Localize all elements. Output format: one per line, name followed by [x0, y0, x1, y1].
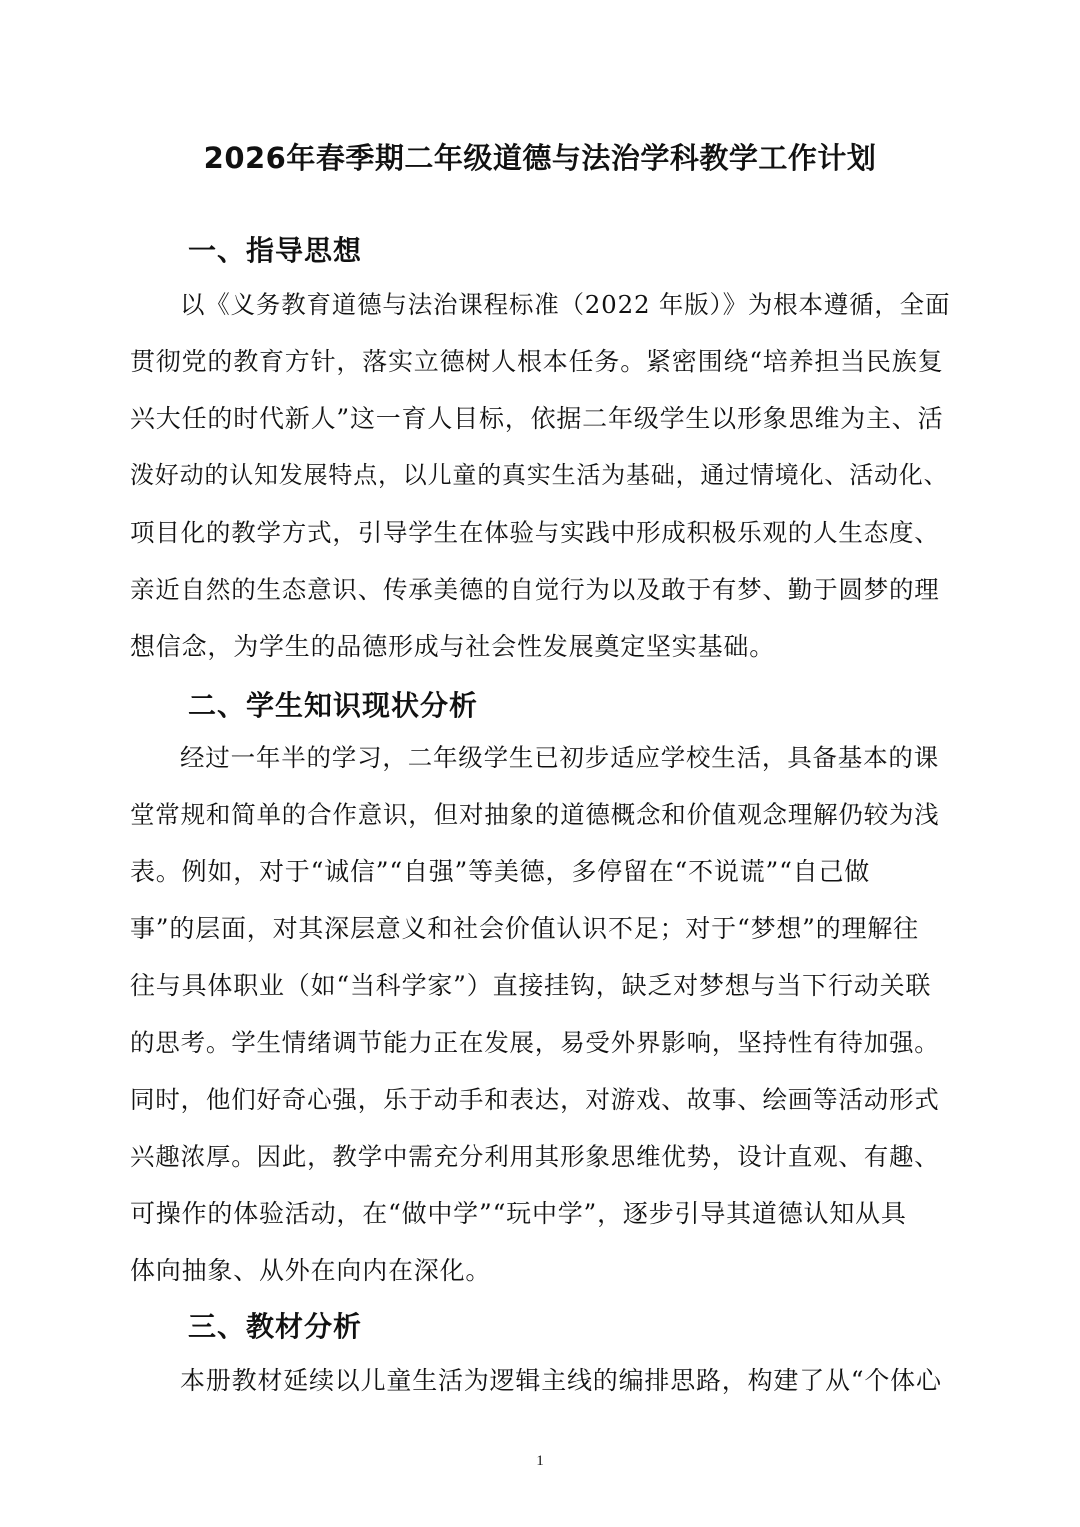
- text-line: 堂常规和简单的合作意识，但对抽象的道德概念和价值观念理解仍较为浅: [130, 800, 940, 829]
- section-paragraph: [130, 1352, 952, 1409]
- section-paragraph: [130, 729, 952, 1299]
- text-line: 以《义务教育道德与法治课程标准（2022 年版）》为根本遵循，全面: [180, 290, 951, 319]
- text-line: 本册教材延续以儿童生活为逻辑主线的编排思路，构建了从“个体心: [180, 1366, 942, 1395]
- text-line: 可操作的体验活动，在“做中学”“玩中学”，逐步引导其道德认知从具: [130, 1199, 907, 1228]
- text-line: 项目化的教学方式，引导学生在体验与实践中形成积极乐观的人生态度、: [130, 518, 940, 547]
- text-line: 同时，他们好奇心强，乐于动手和表达，对游戏、故事、绘画等活动形式: [130, 1085, 940, 1114]
- section-heading: 二、学生知识现状分析: [188, 689, 479, 722]
- text-line: 兴趣浓厚。因此，教学中需充分利用其形象思维优势，设计直观、有趣、: [130, 1142, 940, 1171]
- section-heading: 一、指导思想: [188, 234, 363, 267]
- text-line: 表。例如，对于“诚信”“自强”等美德，多停留在“不说谎”“自己做: [130, 857, 871, 886]
- text-line: 体向抽象、从外在向内在深化。: [130, 1256, 492, 1285]
- document-title: 2026年春季期二年级道德与法治学科教学工作计划: [203, 141, 877, 175]
- text-line: 兴大任的时代新人”这一育人目标，依据二年级学生以形象思维为主、活: [130, 404, 944, 433]
- text-line: 事”的层面，对其深层意义和社会价值认识不足；对于“梦想”的理解往: [130, 914, 919, 943]
- text-line: 想信念，为学生的品德形成与社会性发展奠定坚实基础。: [130, 632, 776, 661]
- section-heading: 三、教材分析: [188, 1310, 363, 1343]
- text-line: 的思考。学生情绪调节能力正在发展，易受外界影响，坚持性有待加强。: [130, 1028, 940, 1057]
- text-line: 经过一年半的学习，二年级学生已初步适应学校生活，具备基本的课: [180, 743, 939, 772]
- text-line: 往与具体职业（如“当科学家”）直接挂钩，缺乏对梦想与当下行动关联: [130, 971, 932, 1000]
- text-line: 亲近自然的生态意识、传承美德的自觉行为以及敢于有梦、勤于圆梦的理: [130, 575, 940, 604]
- text-line: 泼好动的认知发展特点，以儿童的真实生活为基础，通过情境化、活动化、: [130, 461, 949, 489]
- text-line: 贯彻党的教育方针，落实立德树人根本任务。紧密围绕“培养担当民族复: [130, 347, 944, 376]
- section-paragraph: [130, 276, 952, 675]
- page-number: 1: [536, 1453, 544, 1469]
